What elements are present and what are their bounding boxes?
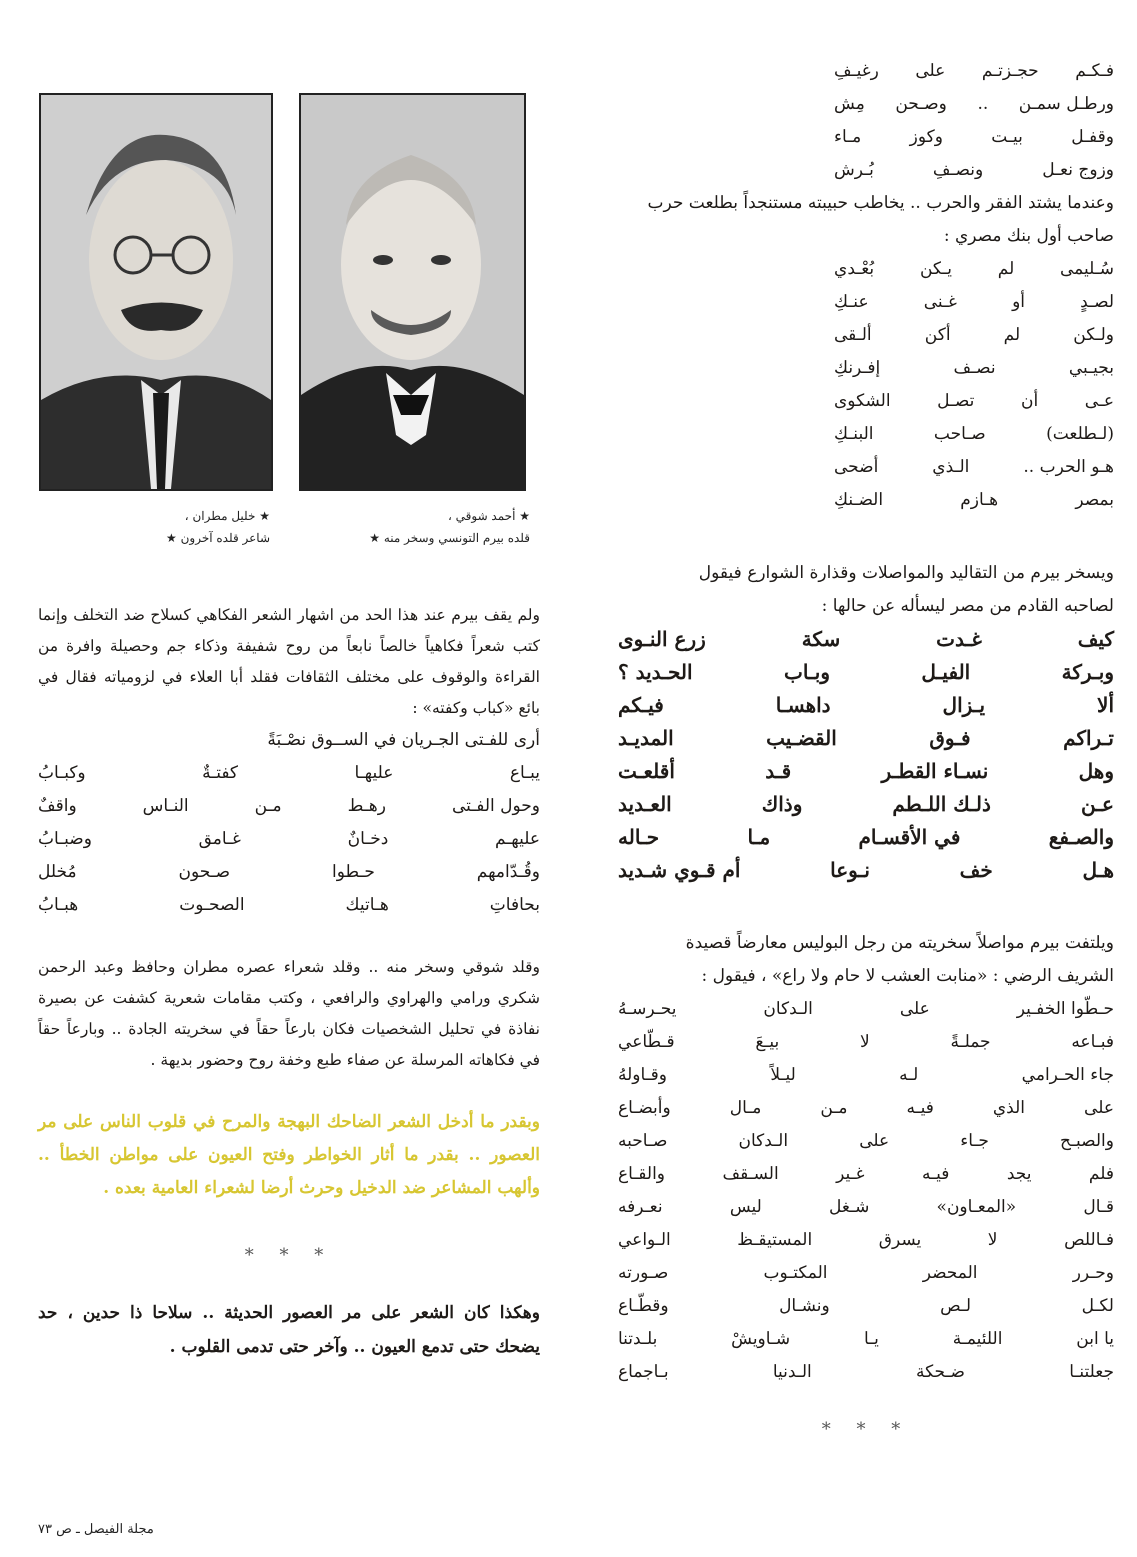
verse-word: شـغل [829, 1197, 870, 1217]
verse-word: تصـل [937, 391, 975, 411]
section-separator: * * * [244, 1245, 334, 1266]
verse-word: بجيـبي [1068, 358, 1114, 378]
verse-word: المستيقـظ [737, 1230, 813, 1250]
verse-word: يا ابن [1076, 1329, 1114, 1349]
verse-word: مـا [747, 825, 771, 849]
verse-line [618, 623, 1114, 656]
verse-word: وصـحن [895, 94, 947, 114]
caption-name: ★ أحمد شوقي ، [447, 509, 530, 523]
photo-caption-mutran [30, 505, 270, 549]
verse-word: لـص [940, 1296, 972, 1316]
portrait-shawqi-illustration [301, 95, 524, 489]
highlight-quote: وبقدر ما أدخل الشعر الضاحك البهجة والمرح في قلوب الناس على مر العصور .. بقدر ما أثار الخواطر وفتح العيون على مواطن الخطأ .. وألهب المشاعر ضد الدخيل وحرث أرضا لشعراء العامية بعده . [38, 1112, 540, 1198]
verse-word: الضـنكِ [834, 490, 884, 510]
verse-line [834, 88, 1114, 121]
verse-word: وبـركة [1061, 660, 1114, 684]
verse-word: نـوعا [830, 858, 870, 882]
verse-word: رهـط [347, 796, 386, 816]
verse-word: وحـرر [1072, 1263, 1114, 1283]
verse-word: زرع النـوى [618, 627, 706, 651]
verse-line [618, 1125, 1114, 1158]
verse-word: رغيـفِ [834, 61, 879, 81]
verse-line [38, 856, 540, 889]
verse-word: الحـديد ؟ [618, 660, 693, 684]
verse-line [834, 253, 1114, 286]
verse-word: ورطـل سمـن [1018, 94, 1114, 114]
verse-word: فلم [1088, 1164, 1114, 1184]
verse-word: الـواعي [618, 1230, 671, 1250]
verse-word: ونشـال [779, 1296, 830, 1316]
verse-word: لـه [899, 1065, 919, 1085]
verse-word: مِش [834, 94, 865, 114]
verse-word: حجـزتـم [981, 61, 1039, 81]
verse-word: غـنى [923, 292, 957, 312]
verse-word: صـحون [178, 862, 231, 882]
verse-word: بيـت [991, 127, 1023, 147]
verse-line [834, 385, 1114, 418]
verse-word: الفيـل [921, 660, 971, 684]
verse-word: الصحـوت [179, 895, 245, 915]
verse-word: غـدت [936, 627, 982, 651]
verse-word: على [1084, 1098, 1114, 1118]
verse-word: إفـرنكِ [834, 358, 881, 378]
verse-word: والقـاع [618, 1164, 666, 1184]
verse-word: مـن [254, 796, 282, 816]
verse-line [618, 1026, 1114, 1059]
verse-word: الـذي [932, 457, 970, 477]
poem-cairo-streets [618, 623, 1114, 887]
verse-word: صـاحب [933, 424, 986, 444]
verse-word: الـدكان [738, 1131, 789, 1151]
verse-line [834, 55, 1114, 88]
verse-word: الـدكان [763, 999, 813, 1019]
verse-word: كيف [1077, 627, 1114, 651]
verse-word: فيـه [906, 1098, 934, 1118]
verse-word: بُـرش [834, 160, 874, 180]
verse-line [618, 1059, 1114, 1092]
verse-word: البنـكِ [834, 424, 874, 444]
verse-word: غـامق [198, 829, 241, 849]
verse-line [834, 352, 1114, 385]
verse-word: «المعـاون» [936, 1197, 1017, 1217]
verse-word: وقُـدّامهم [476, 862, 540, 882]
verse-word: في الأقسـام [858, 825, 961, 849]
verse-word: جاء الحـرامي [1021, 1065, 1114, 1085]
verse-word: لا [987, 1230, 998, 1250]
verse-word: أن [1020, 391, 1039, 411]
verse-word: لصـدٍ [1080, 292, 1114, 312]
paragraph-abu-alaa: ولم يقف بيرم عند هذا الحد من اشهار الشعر الفكاهي كسلاح ضد التخلف وإنما كتب شعراً فكاهياً خالصاً نابعاً من روح شفيفة وذكاء جم وحصيلة وافرة من القراءة والوقوف على مختلف الثقافات فقلد أبا العلاء في لزومياته فقال في بائع «كباب وكفته» : [38, 606, 540, 717]
verse-word: الـدنيا [772, 1362, 812, 1382]
verse-word: وقفـل [1071, 127, 1114, 147]
verse-word: والصـفع [1048, 825, 1114, 849]
conclusion-paragraph: وهكذا كان الشعر على مر العصور الحديثة .. سلاحا ذا حدين ، حد يضحك حتى تدمع العيون .. وآخر حتى تدمى القلوب . [38, 1303, 540, 1357]
verse-line [618, 854, 1114, 887]
verse-word: عليهـا [354, 763, 394, 783]
verse-word: هـازم [960, 490, 999, 510]
verse-word: أضحى [834, 457, 879, 477]
verse-word: فبـاعه [1071, 1032, 1114, 1052]
verse-word: يـا [864, 1329, 879, 1349]
verse-word: نصـف [953, 358, 996, 378]
verse-line [834, 484, 1114, 517]
verse-word: وزوج نعـل [1042, 160, 1114, 180]
verse-word: قـطّاعي [618, 1032, 675, 1052]
verse-word: نعـرفه [618, 1197, 663, 1217]
verse-line [618, 689, 1114, 722]
verse-word: وضبـابُ [38, 829, 92, 849]
verse-line [834, 451, 1114, 484]
caption-name: ★ خليل مطران ، [184, 509, 270, 523]
verse-line [618, 1224, 1114, 1257]
verse-word: وأبضـاع [618, 1098, 671, 1118]
verse-word: حـطّوا الخفـير [1016, 999, 1114, 1019]
verse-word: فيـه [922, 1164, 950, 1184]
verse-line [618, 656, 1114, 689]
verse-line [618, 1257, 1114, 1290]
verse-word: جـاء [960, 1131, 989, 1151]
verse-word: شـاويشْ [731, 1329, 791, 1349]
verse-word: وكوز [909, 127, 943, 147]
poem-guard [618, 993, 1114, 1389]
verse-word: فـوق [929, 726, 971, 750]
section-separator: * * * [821, 1419, 911, 1440]
verse-line [618, 1191, 1114, 1224]
verse-line [618, 1092, 1114, 1125]
verse-word: حـاله [618, 825, 660, 849]
verse-word: على [915, 61, 946, 81]
verse-line [618, 788, 1114, 821]
verse-word: مـاء [834, 127, 862, 147]
verse-word: غـير [836, 1164, 865, 1184]
intro-police-line-2: الشريف الرضي : «منابت العشب لا حام ولا راع» ، فيقول : [701, 966, 1114, 986]
photo-ahmed-shawqi [299, 93, 526, 491]
poem-kabab [38, 724, 540, 922]
verse-word: أم قـوي شـديد [618, 858, 741, 882]
verse-line [38, 823, 540, 856]
verse-line [834, 418, 1114, 451]
verse-line [618, 1323, 1114, 1356]
verse-word: يحـرسـهُ [618, 999, 677, 1019]
verse-word: ضـحكة [916, 1362, 965, 1382]
verse-line [618, 1290, 1114, 1323]
paragraph-imitation: وقلد شوقي وسخر منه .. وقلد شعراء عصره مطران وحافظ وعبد الرحمن شكري ورامي والهراوي والرافعي ، وكتب مقامات شعرية كشفت عن بصيرة نفاذة في تحليل الشخصيات فكان بارعاً حقاً في سخريته الجادة .. وبارعاً حقاً في فكاهاته المرسلة عن صفاء طبع وخفة روح وحضور بديهة . [38, 958, 540, 1069]
verse-line [834, 319, 1114, 352]
verse-line [38, 790, 540, 823]
verse-word: السـقف [722, 1164, 779, 1184]
verse-word: ليس [729, 1197, 762, 1217]
verse-line [38, 757, 540, 790]
verse-word: عـى [1084, 391, 1114, 411]
verse-word: وكبـابُ [38, 763, 86, 783]
intro-talaat-harb-line-2: صاحب أول بنك مصري : [943, 226, 1114, 246]
verse-word: عـن [1080, 792, 1114, 816]
verse-word: النـاس [142, 796, 189, 816]
verse-word: ليـلاً [770, 1065, 796, 1085]
verse-word: فيـكم [618, 693, 664, 717]
photo-khalil-mutran [39, 93, 273, 491]
verse-line [618, 1158, 1114, 1191]
verse-word: على [899, 999, 930, 1019]
verse-word: المكتـوب [763, 1263, 828, 1283]
verse-word: مـن [820, 1098, 848, 1118]
caption-note: قلده بيرم التونسي وسخر منه ★ [369, 531, 530, 545]
intro-traditions-line-2: لصاحبه القادم من مصر ليسأله عن حالها : [821, 596, 1114, 616]
verse-word: هـاتيك [345, 895, 389, 915]
right-column [618, 55, 1114, 1440]
verse-word: عليهـم [494, 829, 540, 849]
verse-word: وهل [1078, 759, 1114, 783]
verse-line [618, 993, 1114, 1026]
verse-word: يبـاع [509, 763, 540, 783]
verse-word: ذلـك اللـطم [892, 792, 991, 816]
intro-traditions-line-1: ويسخر بيرم من التقاليد والمواصلات وقذارة الشوارع فيقول [698, 563, 1114, 583]
verse-word: خف [959, 858, 993, 882]
verse-word: عنـكِ [834, 292, 869, 312]
verse-word: وبـاب [783, 660, 830, 684]
left-column [38, 600, 540, 1364]
photo-caption-shawqi [290, 505, 530, 549]
verse-word: والصبـح [1060, 1131, 1114, 1151]
verse-word: أو [1012, 292, 1026, 312]
verse-word: لم [997, 259, 1015, 279]
verse-word: داهسـا [775, 693, 831, 717]
verse-word: وقـاولهُ [618, 1065, 668, 1085]
verse-word: مُخلل [38, 862, 77, 882]
verse-word: .. [977, 94, 989, 114]
verse-word: المحضر [922, 1263, 978, 1283]
verse-word: القضـيب [766, 726, 837, 750]
verse-line [618, 821, 1114, 854]
verse-line [618, 1356, 1114, 1389]
verse-word: فـكـم [1075, 61, 1114, 81]
verse-line [38, 724, 540, 757]
verse-word: مـال [729, 1098, 762, 1118]
verse-word: بُعْـدي [834, 259, 875, 279]
verse-line [834, 121, 1114, 154]
verse-word: اللئيمـة [952, 1329, 1003, 1349]
portrait-mutran-illustration [41, 95, 271, 489]
verse-word: ولـكن [1073, 325, 1114, 345]
verse-word: نسـاء القطـر [881, 759, 989, 783]
verse-line [618, 722, 1114, 755]
verse-word: ألـقى [834, 325, 872, 345]
verse-word: هبـابُ [38, 895, 79, 915]
intro-police-line-1: ويلتفت بيرم مواصلاً سخريته من رجل البوليس معارضاً قصيدة [685, 933, 1114, 953]
poem-sulaima [618, 253, 1114, 517]
verse-word: تـراكم [1063, 726, 1114, 750]
verse-word: بيـعَ [755, 1032, 780, 1052]
verse-word: حـطوا [331, 862, 375, 882]
verse-word: الذي [992, 1098, 1026, 1118]
page-footer: مجلة الفيصل ـ ص ٧٣ [38, 1522, 154, 1537]
verse-word: على [859, 1131, 890, 1151]
verse-word: واقفٌ [38, 796, 77, 816]
verse-word: فـاللص [1064, 1230, 1114, 1250]
verse-word: بمصر [1075, 490, 1114, 510]
verse-word: صـاحبه [618, 1131, 668, 1151]
verse-word: هـل [1082, 858, 1114, 882]
verse-word: سُـليمى [1060, 259, 1114, 279]
verse-word: سكة [801, 627, 841, 651]
verse-word: كفتـةٌ [202, 763, 239, 783]
verse-word: العـديد [618, 792, 672, 816]
verse-line [834, 286, 1114, 319]
verse-word: وحول الفـتى [451, 796, 540, 816]
verse-word: بلـدتنا [618, 1329, 658, 1349]
verse-word: لم [1003, 325, 1021, 345]
verse-word: الشكوى [834, 391, 891, 411]
verse-word: يـزال [942, 693, 986, 717]
verse-word: المديـد [618, 726, 674, 750]
intro-talaat-harb-line-1: وعندما يشتد الفقر والحرب .. يخاطب حبيبته مستنجداً بطلعت حرب [647, 193, 1114, 213]
poem-bread [618, 55, 1114, 187]
verse-line [38, 889, 540, 922]
verse-word: بحافاتِ [489, 895, 540, 915]
verse-word: قـد [765, 759, 792, 783]
verse-word: صـورته [618, 1263, 669, 1283]
verse-word: وذاك [761, 792, 803, 816]
verse-word: جملـةً [950, 1032, 991, 1052]
verse-word: بـاجماع [618, 1362, 669, 1382]
verse-word: يجد [1006, 1164, 1032, 1184]
verse-word: لا [860, 1032, 870, 1052]
verse-word: أكن [924, 325, 951, 345]
verse-word: ألا [1097, 693, 1114, 717]
verse-word: أرى للفـتى الجـريان في الســوق نصْـبَةً [267, 730, 540, 750]
verse-word: وقطّـاع [618, 1296, 669, 1316]
verse-word: دخـانٌ [347, 829, 389, 849]
verse-word: جعلتنـا [1069, 1362, 1114, 1382]
verse-word: قـال [1083, 1197, 1114, 1217]
verse-word: (لـطلعت) [1046, 424, 1114, 444]
caption-note: شاعر قلده آخرون ★ [166, 531, 270, 545]
verse-line [618, 755, 1114, 788]
verse-line [834, 154, 1114, 187]
verse-word: هـو الحرب .. [1023, 457, 1114, 477]
verse-word: أقلعـت [618, 759, 675, 783]
verse-word: لكـل [1081, 1296, 1114, 1316]
verse-word: يـكن [919, 259, 952, 279]
verse-word: يسرق [878, 1230, 922, 1250]
verse-word: ونصـفِ [932, 160, 984, 180]
